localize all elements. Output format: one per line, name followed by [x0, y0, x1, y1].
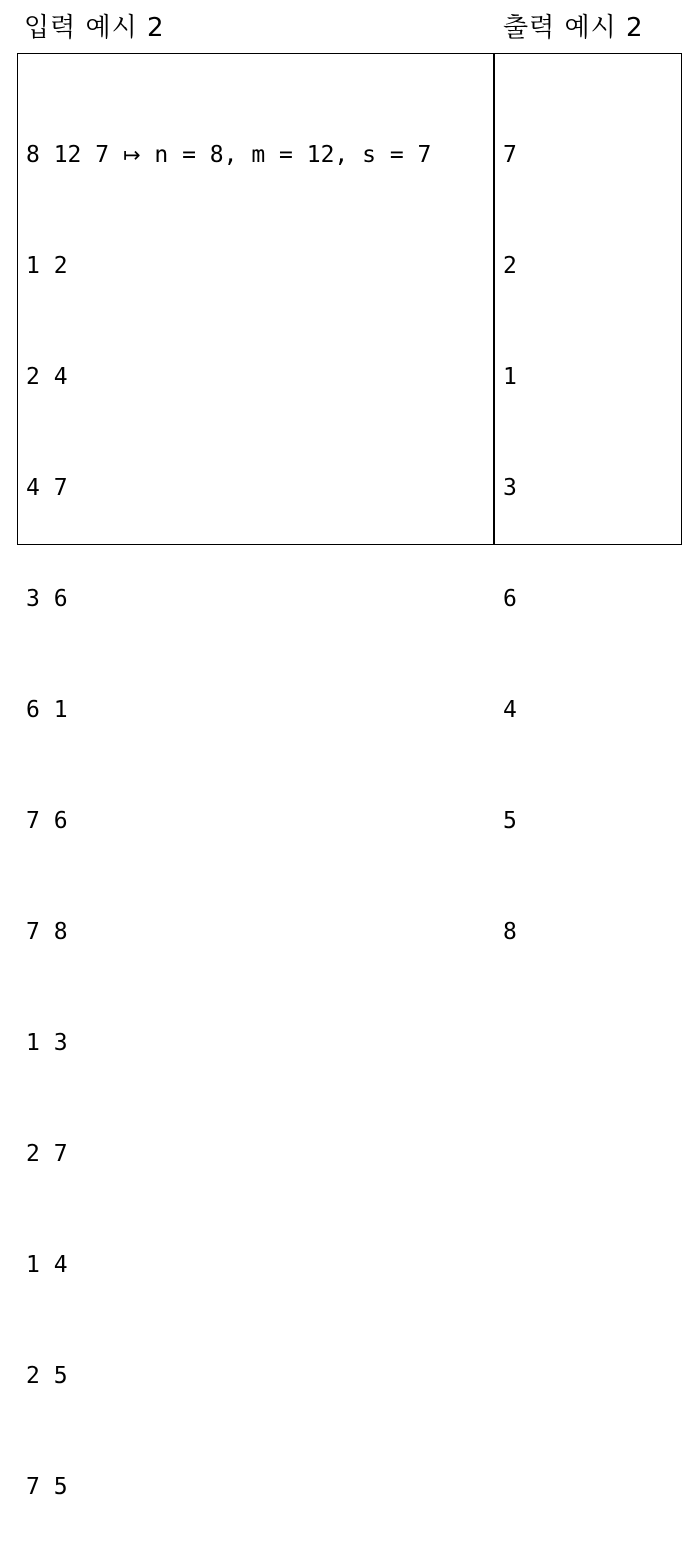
output-line: 8: [503, 919, 517, 945]
output-line: 1: [503, 364, 517, 390]
input-line-first: [26, 137, 431, 174]
input-line: 2 7: [26, 1141, 68, 1167]
input-line: 7 6: [26, 808, 68, 834]
input-line: 1 4: [26, 1252, 68, 1278]
maps-to-arrow-icon: ↦: [122, 143, 141, 167]
output-column: [503, 63, 531, 988]
input-line: 6 1: [26, 697, 68, 723]
output-example-title: 출력 예시 2: [503, 13, 644, 43]
output-line: 4: [503, 697, 517, 723]
input-line: 4 7: [26, 475, 68, 501]
input-first-note: n = 8, m = 12, s = 7: [154, 142, 432, 168]
output-line: 5: [503, 808, 517, 834]
column-divider: [493, 53, 495, 545]
input-line: 7 5: [26, 1474, 68, 1500]
input-line: 2 5: [26, 1363, 68, 1389]
input-example-title: 입력 예시 2: [24, 13, 165, 43]
output-line: 3: [503, 475, 517, 501]
output-line: 6: [503, 586, 517, 612]
input-line: 2 4: [26, 364, 68, 390]
output-line: 7: [503, 142, 517, 168]
output-line: 2: [503, 253, 517, 279]
input-line: 3 6: [26, 586, 68, 612]
input-line: 1 2: [26, 253, 68, 279]
input-column: [26, 63, 431, 1543]
input-first-values: 8 12 7: [26, 142, 110, 168]
input-line: 7 8: [26, 919, 68, 945]
input-line: 1 3: [26, 1030, 68, 1056]
